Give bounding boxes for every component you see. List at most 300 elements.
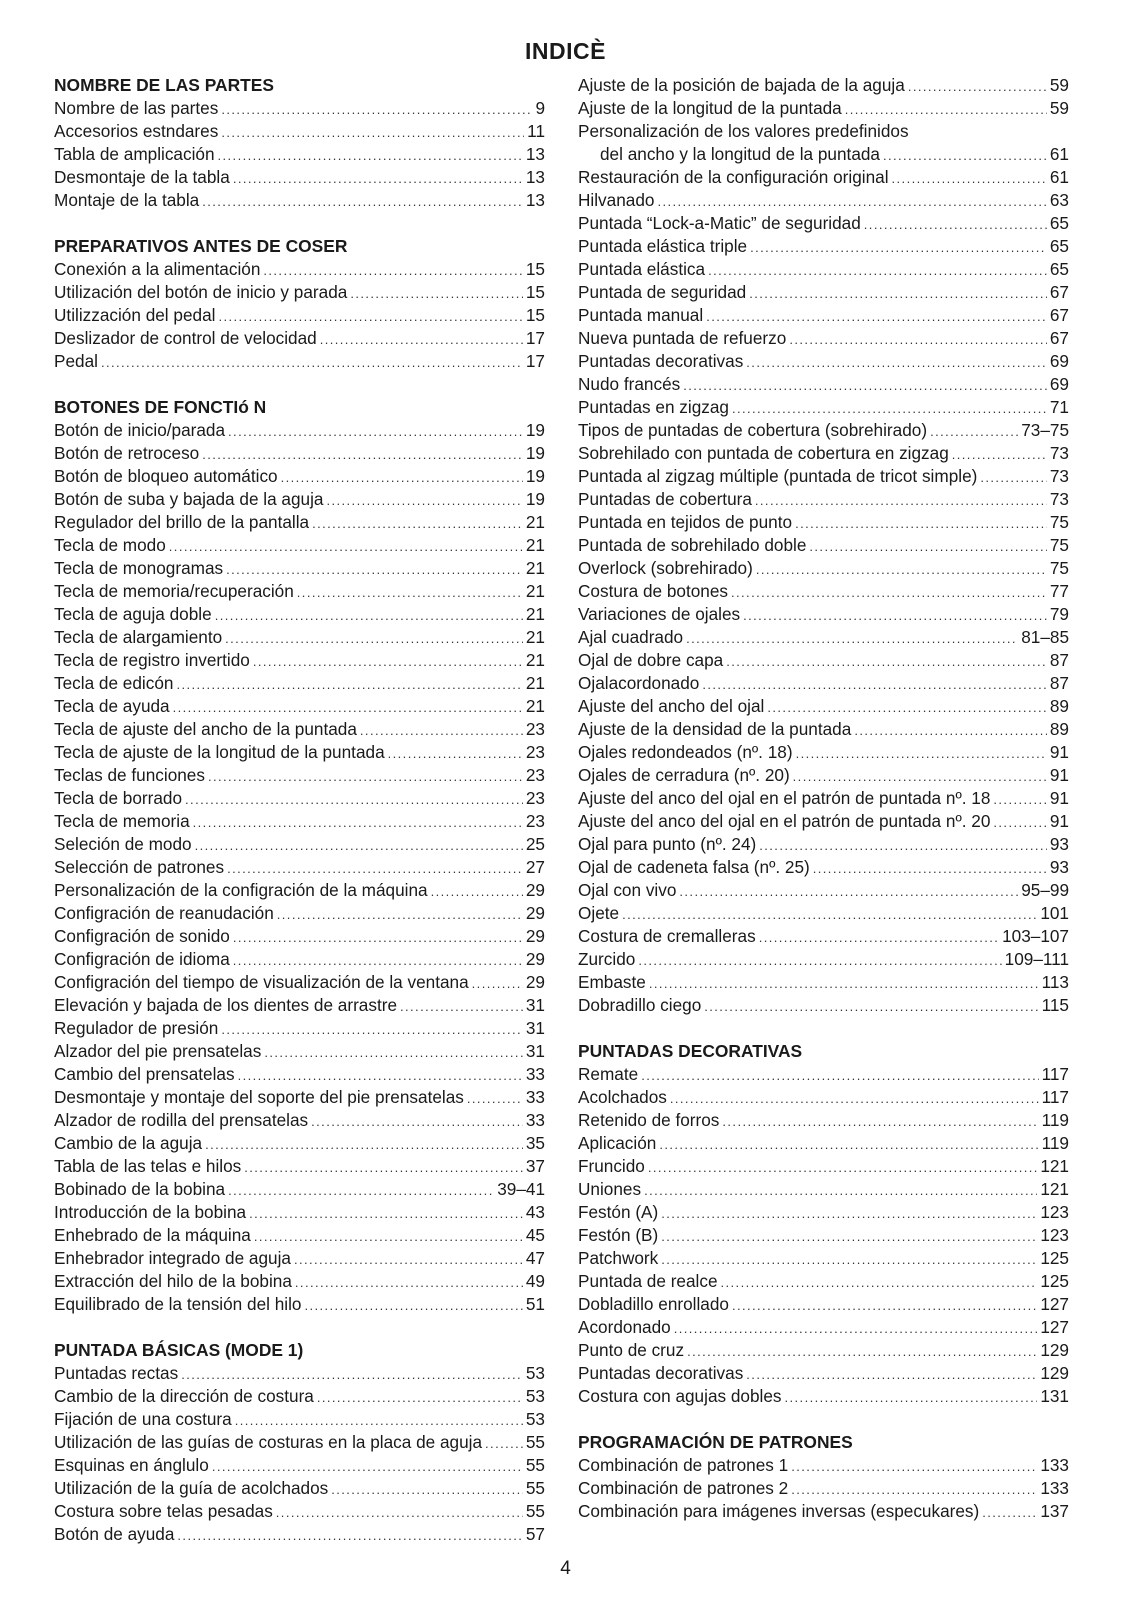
entry-page-number: 91 [1049,811,1069,831]
dot-leader [708,259,1047,281]
toc-entry-selecion-de-modo[interactable] [54,833,545,856]
toc-entry-ajal-cuadrado[interactable] [578,626,1069,649]
dot-leader [644,1179,1037,1201]
toc-entry-tecla-de-modo[interactable] [54,534,545,557]
entry-page-number: 113 [1041,972,1069,992]
dot-leader [726,650,1047,672]
dot-leader [796,742,1047,764]
entry-label: Fijación de una costura [54,1409,232,1429]
entry-page-number: 75 [1049,535,1069,555]
entry-label: Ajuste del ancho del ojal [578,696,765,716]
entry-page-number: 43 [525,1202,545,1222]
entry-label: Botón de bloqueo automático [54,466,278,486]
toc-entry-tecla-de-aguja-doble[interactable] [54,603,545,626]
entry-label: Esquinas en ánglulo [54,1455,209,1475]
toc-entry-puntadas-de-cobertura[interactable] [578,488,1069,511]
entry-label: Aplicación [578,1133,657,1153]
section-heading: BOTONES DE FONCTIó N [54,397,267,417]
toc-entry-enhebrador-integrado-de-aguja[interactable] [54,1247,545,1270]
dot-leader [295,1271,523,1293]
toc-entry-fruncido[interactable] [578,1155,1069,1178]
toc-entry-variaciones-de-ojales[interactable] [578,603,1069,626]
toc-entry-boton-de-bloqueo-automatico[interactable] [54,465,545,488]
toc-section [54,235,545,373]
entry-label: Tecla de ayuda [54,696,170,716]
toc-entry-tecla-de-memoria[interactable] [54,810,545,833]
toc-entry-regulador-del-brillo-de-la-pantalla[interactable] [54,511,545,534]
dot-leader [233,167,523,189]
entry-label: Equilibrado de la tensión del hilo [54,1294,302,1314]
entry-page-number: 51 [525,1294,545,1314]
toc-entry-tecla-de-registro-invertido[interactable] [54,649,545,672]
entry-label: Puntadas de cobertura [578,489,752,509]
dot-leader [467,1087,523,1109]
entry-label: Combinación de patrones 2 [578,1478,789,1498]
entry-label: Punto de cruz [578,1340,685,1360]
entry-page-number: 55 [525,1455,545,1475]
entry-page-number: 81–85 [1021,627,1069,647]
toc-entry-nombre-de-las-partes[interactable] [54,97,545,120]
entry-label: Alzador de rodilla del prensatelas [54,1110,309,1130]
dot-leader [721,1271,1038,1293]
dot-leader [181,1363,523,1385]
entry-label: Teclas de funciones [54,765,205,785]
toc-entry-elevacion-y-bajada-de-los-dientes-de-arr[interactable] [54,994,545,1017]
toc-entry-aplicacion[interactable] [578,1132,1069,1155]
dot-leader [657,190,1046,212]
toc-entry-dobladillo-enrollado[interactable] [578,1293,1069,1316]
toc-entry-ojales-redondeados-n-18[interactable] [578,741,1069,764]
toc-entry-enhebrado-de-la-maquina[interactable] [54,1224,545,1247]
entry-label: Variaciones de ojales [578,604,741,624]
entry-page-number: 23 [525,788,545,808]
toc-entry-cambio-del-prensatelas[interactable] [54,1063,545,1086]
entry-label: Ajuste del anco del ojal en el patrón de puntada nº. 20 [578,811,991,831]
toc-entry-personalizacion-de-la-configracion-de-la[interactable] [54,879,545,902]
dot-leader [930,420,1018,442]
entry-label: Ajuste del anco del ojal en el patrón de puntada nº. 18 [578,788,991,808]
toc-entry-conexion-a-la-alimentacion[interactable] [54,258,545,281]
toc-entry-extraccion-del-hilo-de-la-bobina[interactable] [54,1270,545,1293]
toc-entry-pedal[interactable] [54,350,545,373]
toc-entry-ajuste-del-ancho-del-ojal[interactable] [578,695,1069,718]
toc-entry-montaje-de-la-tabla[interactable] [54,189,545,212]
entry-page-number: 125 [1040,1271,1069,1291]
entry-label: Festón (B) [578,1225,659,1245]
entry-page-number: 29 [525,949,545,969]
entry-label: Fruncido [578,1156,645,1176]
entry-page-number: 21 [525,650,545,670]
toc-entry-embaste[interactable] [578,971,1069,994]
entry-page-number: 127 [1040,1294,1069,1314]
entry-page-number: 29 [525,926,545,946]
entry-label: Tecla de modo [54,535,166,555]
dot-leader [683,374,1047,396]
toc-entry-overlock-sobrehirado[interactable] [578,557,1069,580]
dot-leader [732,397,1047,419]
entry-label: Retenido de forros [578,1110,720,1130]
toc-entry-sobrehilado-con-puntada-de-cobertura-en-[interactable] [578,442,1069,465]
dot-leader [661,1225,1037,1247]
dot-leader [320,328,523,350]
entry-page-number: 29 [525,880,545,900]
entry-label: Tecla de ajuste del ancho de la puntada [54,719,357,739]
toc-entry-costura-sobre-telas-pesadas[interactable] [54,1500,545,1523]
dot-leader [749,282,1047,304]
entry-page-number: 77 [1049,581,1069,601]
toc-entry-dobradillo-ciego[interactable] [578,994,1069,1017]
entry-label: Tecla de ajuste de la longitud de la puntada [54,742,385,762]
toc-entry-puntadas-rectas[interactable] [54,1362,545,1385]
entry-page-number: 13 [525,167,545,187]
entry-label: Patchwork [578,1248,659,1268]
entry-page-number: 21 [525,558,545,578]
toc-entry-acordonado[interactable] [578,1316,1069,1339]
entry-page-number: 13 [525,190,545,210]
toc-entry-ojete[interactable] [578,902,1069,925]
toc-entry-configracion-del-tiempo-de-visualizacion[interactable] [54,971,545,994]
toc-entry-cambio-de-la-aguja[interactable] [54,1132,545,1155]
toc-entry-cambio-de-la-direccion-de-costura[interactable] [54,1385,545,1408]
toc-entry-remate[interactable] [578,1063,1069,1086]
entry-page-number: 49 [525,1271,545,1291]
dot-leader [622,903,1037,925]
toc-entry-alzador-del-pie-prensatelas[interactable] [54,1040,545,1063]
toc-entry-introduccion-de-la-bobina[interactable] [54,1201,545,1224]
toc-entry-combinacion-para-imagenes-inversas-espec[interactable] [578,1500,1069,1523]
dot-leader [311,1110,523,1132]
entry-label: Ojete [578,903,620,923]
dot-leader [750,236,1047,258]
entry-label: Tecla de memoria/recuperación [54,581,294,601]
toc-entry-puntadas-decorativas[interactable] [578,1362,1069,1385]
toc-entry-tecla-de-alargamiento[interactable] [54,626,545,649]
toc-entry-ojal-de-cadeneta-falsa-n-25[interactable] [578,856,1069,879]
toc-entry-puntada-de-seguridad[interactable] [578,281,1069,304]
toc-entry-tabla-de-las-telas-e-hilos[interactable] [54,1155,545,1178]
entry-page-number: 103–107 [1002,926,1069,946]
entry-page-number: 17 [525,328,545,348]
entry-label: Personalización de la configración de la máquina [54,880,428,900]
dot-leader [789,328,1047,350]
entry-label: Combinación de patrones 1 [578,1455,789,1475]
dot-leader [795,512,1047,534]
toc-entry-desmontaje-de-la-tabla[interactable] [54,166,545,189]
toc-entry-tecla-de-monogramas[interactable] [54,557,545,580]
entry-page-number: 15 [525,259,545,279]
entry-page-number: 123 [1040,1225,1069,1245]
toc-entry-uniones[interactable] [578,1178,1069,1201]
entry-label: Bobinado de la bobina [54,1179,226,1199]
dot-leader [208,765,523,787]
entry-label: Puntada de sobrehilado doble [578,535,807,555]
dot-leader [264,1041,523,1063]
entry-label: Configración de sonido [54,926,230,946]
toc-entry-ojal-de-dobre-capa[interactable] [578,649,1069,672]
toc-entry-tipos-de-puntadas-de-cobertura-sobrehira[interactable] [578,419,1069,442]
toc-entry-puntada-manual[interactable] [578,304,1069,327]
entry-label: Acordonado [578,1317,671,1337]
entry-page-number: 119 [1041,1110,1069,1130]
dot-leader [793,765,1047,787]
dot-leader [177,1524,522,1546]
toc-entry-tecla-de-edicon[interactable] [54,672,545,695]
dot-leader [864,213,1047,235]
entry-page-number: 109–111 [1004,949,1069,969]
toc-entry-nueva-puntada-de-refuerzo[interactable] [578,327,1069,350]
entry-label: Tecla de monogramas [54,558,224,578]
toc-entry-puntada-de-sobrehilado-doble[interactable] [578,534,1069,557]
toc-entry-costura-de-botones[interactable] [578,580,1069,603]
toc-entry-utilizacion-de-la-guia-de-acolchados[interactable] [54,1477,545,1500]
toc-entry-bobinado-de-la-bobina[interactable] [54,1178,545,1201]
toc-entry-puntadas-decorativas[interactable] [578,350,1069,373]
dot-leader [732,1294,1037,1316]
entry-label: Botón de ayuda [54,1524,175,1544]
dot-leader [360,719,523,741]
dot-leader [244,1156,523,1178]
entry-label: Overlock (sobrehirado) [578,558,753,578]
toc-entry-acolchados[interactable] [578,1086,1069,1109]
section-heading: PUNTADAS DECORATIVAS [578,1041,803,1061]
toc-entry-fijacion-de-una-costura[interactable] [54,1408,545,1431]
entry-label: Costura con agujas dobles [578,1386,782,1406]
entry-label: Botón de suba y bajada de la aguja [54,489,324,509]
entry-label: Enhebrado de la máquina [54,1225,251,1245]
entry-label: Tecla de memoria [54,811,190,831]
entry-page-number: 75 [1049,558,1069,578]
entry-label: Desmontaje de la tabla [54,167,230,187]
toc-entry-utilizacion-del-boton-de-inicio-y-parada[interactable] [54,281,545,304]
dot-leader [202,443,523,465]
toc-entry-feston-a[interactable] [578,1201,1069,1224]
entry-page-number: 121 [1040,1179,1069,1199]
toc-entry-utilizzacion-del-pedal[interactable] [54,304,545,327]
toc-entry-ajuste-de-la-densidad-de-la-puntada[interactable] [578,718,1069,741]
toc-entry-ojal-para-punto-n-24[interactable] [578,833,1069,856]
toc-entry-restauracion-de-la-configuracion-origina[interactable] [578,166,1069,189]
dot-leader [225,627,523,649]
entry-label: Ajuste de la longitud de la puntada [578,98,842,118]
toc-entry-puntada-en-tejidos-de-punto[interactable] [578,511,1069,534]
entry-label: Puntada en tejidos de punto [578,512,793,532]
toc-entry-del-ancho-y-la-longitud-de-la-puntada[interactable] [578,143,1069,166]
entry-label: Montaje de la tabla [54,190,200,210]
dot-leader [235,1409,523,1431]
entry-page-number: 73–75 [1021,420,1069,440]
dot-leader [659,1133,1038,1155]
entry-page-number: 59 [1049,75,1069,95]
toc-entry-zurcido[interactable] [578,948,1069,971]
toc-entry-puntada-lock-a-matic-de-seguridad[interactable] [578,212,1069,235]
entry-page-number: 19 [525,420,545,440]
dot-leader [169,535,523,557]
entry-label: Nombre de las partes [54,98,219,118]
toc-entry-tabla-de-amplicacion[interactable] [54,143,545,166]
toc-entry-tecla-de-ayuda[interactable] [54,695,545,718]
dot-leader [731,581,1047,603]
toc-entry-alzador-de-rodilla-del-prensatelas[interactable] [54,1109,545,1132]
entry-page-number: 31 [525,995,545,1015]
entry-page-number: 37 [525,1156,545,1176]
entry-page-number: 93 [1049,857,1069,877]
dot-leader [228,1179,494,1201]
entry-page-number: 119 [1041,1133,1069,1153]
toc-entry-puntada-de-realce[interactable] [578,1270,1069,1293]
toc-entry-configracion-de-reanudacion[interactable] [54,902,545,925]
entry-label: Ojales redondeados (nº. 18) [578,742,793,762]
dot-leader [759,926,999,948]
entry-page-number: 23 [525,811,545,831]
toc-entry-puntada-elastica-triple[interactable] [578,235,1069,258]
entry-label: Cambio de la aguja [54,1133,203,1153]
entry-label: Extracción del hilo de la bobina [54,1271,292,1291]
entry-label: Utilización del botón de inicio y parada [54,282,348,302]
toc-entry-seleccion-de-patrones[interactable] [54,856,545,879]
toc-entry-puntada-elastica[interactable] [578,258,1069,281]
section-heading: NOMBRE DE LAS PARTES [54,75,274,95]
toc-entry-equilibrado-de-la-tension-del-hilo[interactable] [54,1293,545,1316]
toc-entry-hilvanado[interactable] [578,189,1069,212]
entry-page-number: 55 [525,1478,545,1498]
entry-label: Tecla de alargamiento [54,627,223,647]
toc-entry-teclas-de-funciones[interactable] [54,764,545,787]
toc-entry-costura-con-agujas-dobles[interactable] [578,1385,1069,1408]
toc-entry-combinacion-de-patrones-1[interactable] [578,1454,1069,1477]
entry-label: Puntada elástica [578,259,706,279]
toc-entry-desmontaje-y-montaje-del-soporte-del-pie[interactable] [54,1086,545,1109]
entry-page-number: 121 [1040,1156,1069,1176]
entry-page-number: 89 [1049,696,1069,716]
entry-label: Ojal para punto (nº. 24) [578,834,757,854]
dot-leader [702,673,1047,695]
entry-page-number: 61 [1049,167,1069,187]
dot-leader [281,466,523,488]
entry-label: Embaste [578,972,646,992]
dot-leader [908,75,1047,97]
toc-entry-nudo-frances[interactable] [578,373,1069,396]
toc-entry-puntada-al-zigzag-multiple-puntada-de-tr[interactable] [578,465,1069,488]
dot-leader [641,1064,1038,1086]
entry-page-number: 91 [1049,742,1069,762]
dot-leader [791,1455,1037,1477]
toc-entry-boton-de-inicio-parada[interactable] [54,419,545,442]
dot-leader [649,972,1039,994]
toc-entry-personalizacion-de-los-valores-predefini[interactable] [578,120,1069,143]
toc-entry-boton-de-retroceso[interactable] [54,442,545,465]
toc-entry-tecla-de-ajuste-de-la-longitud-de-la-pun[interactable] [54,741,545,764]
entry-page-number: 39–41 [497,1179,545,1199]
toc-entry-ajuste-de-la-longitud-de-la-puntada[interactable] [578,97,1069,120]
entry-label: Ajal cuadrado [578,627,684,647]
entry-page-number: 95–99 [1021,880,1069,900]
entry-label: Introducción de la bobina [54,1202,247,1222]
dot-leader [226,558,523,580]
entry-label: Costura de cremalleras [578,926,756,946]
left-column [54,74,545,1546]
entry-page-number: 117 [1041,1064,1069,1084]
toc-entry-punto-de-cruz[interactable] [578,1339,1069,1362]
toc-entry-ajuste-del-anco-del-ojal-en-el-patron-de[interactable] [578,810,1069,833]
dot-leader [759,834,1047,856]
toc-section [578,74,1069,1017]
entry-label: Configración de reanudación [54,903,274,923]
dot-leader [176,673,522,695]
entry-page-number: 21 [525,673,545,693]
dot-leader [173,696,523,718]
toc-entry-boton-de-ayuda[interactable] [54,1523,545,1546]
toc-entry-tecla-de-ajuste-del-ancho-de-la-puntada[interactable] [54,718,545,741]
entry-label: Puntadas en zigzag [578,397,729,417]
toc-entry-tecla-de-memoria-recuperacion[interactable] [54,580,545,603]
toc-entry-accesorios-estndares[interactable] [54,120,545,143]
toc-entry-configracion-de-idioma[interactable] [54,948,545,971]
entry-page-number: 21 [525,581,545,601]
toc-entry-costura-de-cremalleras[interactable] [578,925,1069,948]
entry-label: Uniones [578,1179,642,1199]
entry-page-number: 19 [525,466,545,486]
entry-label: Personalización de los valores predefinidos [578,121,909,141]
toc-entry-ojal-con-vivo[interactable] [578,879,1069,902]
toc-entry-patchwork[interactable] [578,1247,1069,1270]
dot-leader [813,857,1047,879]
toc-entry-combinacion-de-patrones-2[interactable] [578,1477,1069,1500]
entry-label: Regulador de presión [54,1018,219,1038]
entry-label: Pedal [54,351,98,371]
dot-leader [679,880,1018,902]
entry-label: Puntada “Lock-a-Matic” de seguridad [578,213,861,233]
entry-label: Nueva puntada de refuerzo [578,328,787,348]
entry-page-number: 117 [1041,1087,1069,1107]
entry-page-number: 29 [525,972,545,992]
toc-entry-ajuste-de-la-posicion-de-bajada-de-la-ag[interactable] [578,74,1069,97]
toc-entry-deslizador-de-control-de-velocidad[interactable] [54,327,545,350]
dot-leader [743,604,1047,626]
toc-entry-retenido-de-forros[interactable] [578,1109,1069,1132]
toc-entry-ojales-de-cerradura-n-20[interactable] [578,764,1069,787]
dot-leader [670,1087,1039,1109]
dot-leader [218,305,522,327]
entry-page-number: 65 [1049,213,1069,233]
toc-entry-puntadas-en-zigzag[interactable] [578,396,1069,419]
toc-entry-feston-b[interactable] [578,1224,1069,1247]
toc-entry-utilizacion-de-las-guias-de-costuras-en-[interactable] [54,1431,545,1454]
dot-leader [993,811,1046,833]
entry-page-number: 35 [525,1133,545,1153]
toc-entry-configracion-de-sonido[interactable] [54,925,545,948]
toc-entry-regulador-de-presion[interactable] [54,1017,545,1040]
entry-page-number: 13 [525,144,545,164]
entry-label: Utilización de las guías de costuras en la placa de aguja [54,1432,483,1452]
toc-entry-ojalacordonado[interactable] [578,672,1069,695]
toc-entry-tecla-de-borrado[interactable] [54,787,545,810]
toc-section [578,1431,1069,1523]
toc-entry-ajuste-del-anco-del-ojal-en-el-patron-de[interactable] [578,787,1069,810]
entry-page-number: 87 [1049,673,1069,693]
dot-leader [767,696,1047,718]
entry-page-number: 21 [525,696,545,716]
toc-entry-esquinas-en-anglulo[interactable] [54,1454,545,1477]
toc-entry-boton-de-suba-y-bajada-de-la-aguja[interactable] [54,488,545,511]
dot-leader [193,811,523,833]
dot-leader [221,1018,523,1040]
entry-page-number: 115 [1041,995,1069,1015]
entry-page-number: 87 [1049,650,1069,670]
dot-leader [952,443,1047,465]
entry-label: Combinación para imágenes inversas (especukares) [578,1501,980,1521]
dot-leader [238,1064,523,1086]
entry-page-number: 137 [1040,1501,1069,1521]
